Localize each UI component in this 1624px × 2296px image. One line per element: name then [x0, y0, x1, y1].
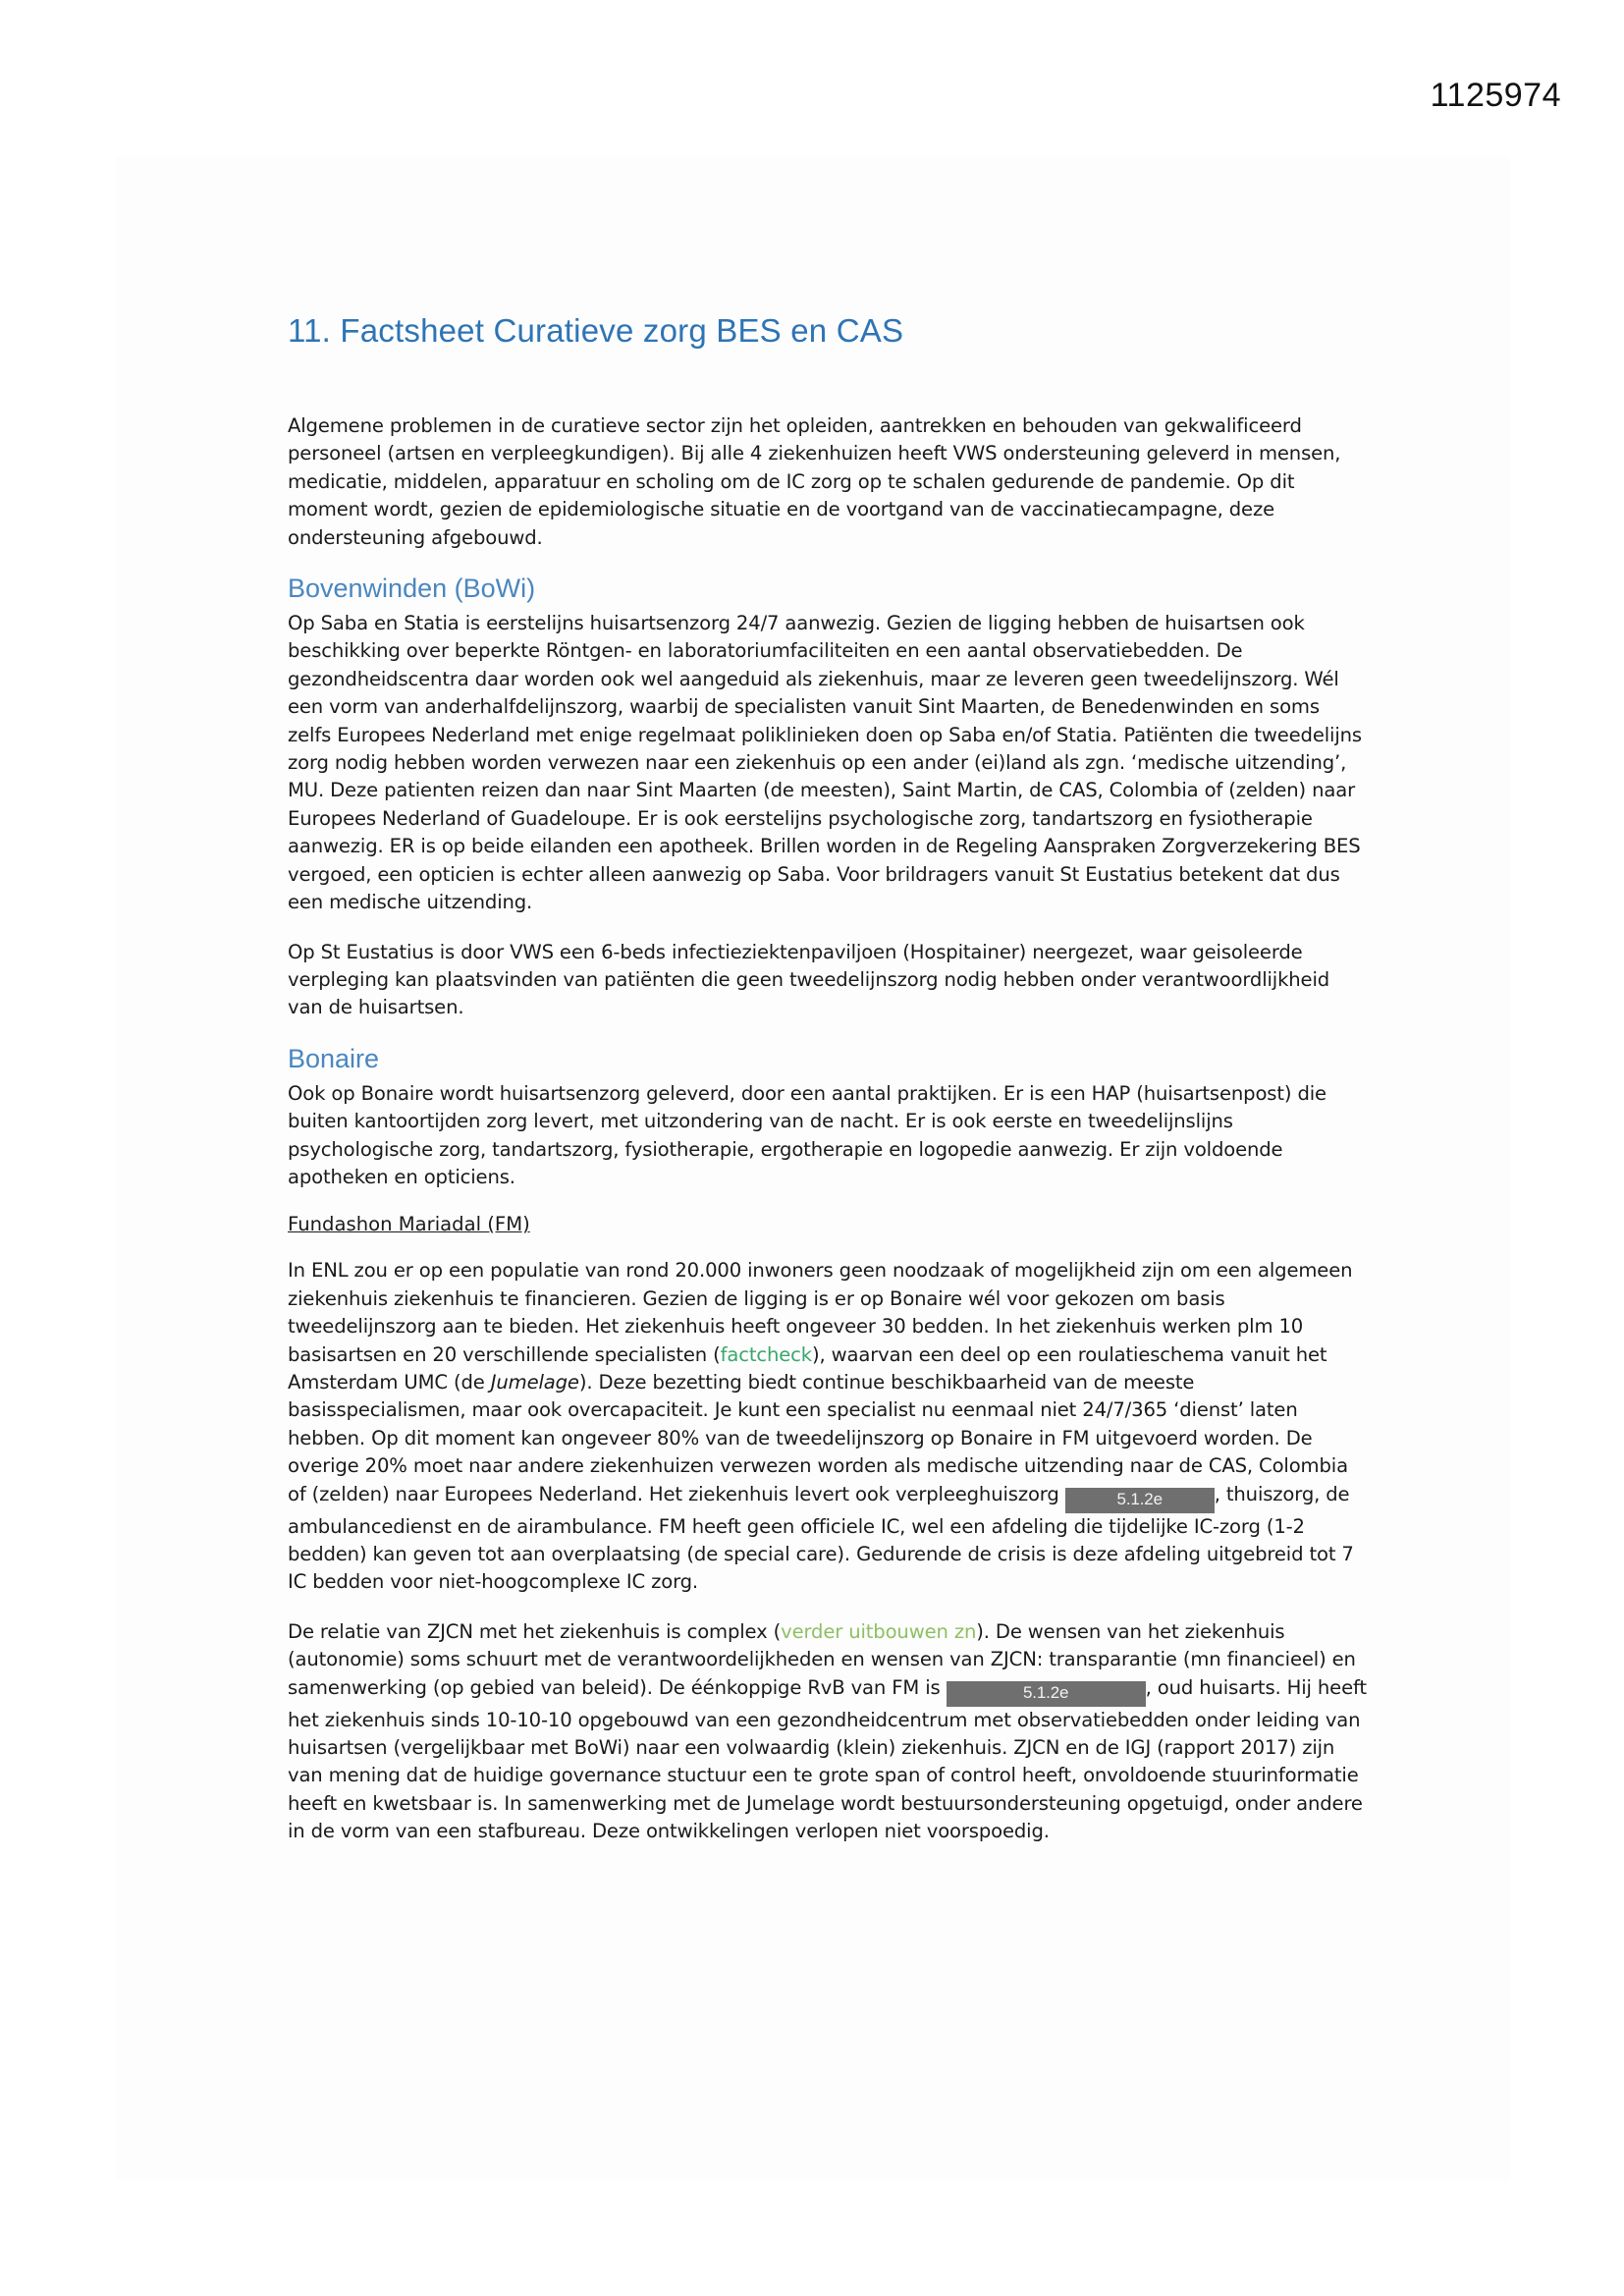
bovenwinden-paragraph-2: Op St Eustatius is door VWS een 6-beds infectieziektenpaviljoen (Hospitainer) neergezet, waar geisoleerde verpleging kan plaatsvinden van patiënten die geen tweedelijnszorg nodig hebben onder verantwoordlijkheid van de huisartsen.: [288, 940, 1330, 1019]
section-heading-bonaire: Bonaire: [288, 1043, 380, 1073]
fm-p2-text-b: ). De wensen van het ziekenhuis (autonomie) soms schuurt met de verantwoordelijkheden en wensen van ZJCN: transparantie (mn financieel) en samenwerking (op gebied van beleid). De éénkoppige RvB van FM is: [288, 1619, 1356, 1699]
intro-paragraph: Algemene problemen in de curatieve sector zijn het opleiden, aantrekken en behouden van gekwalificeerd personeel (artsen en verpleegkundigen). Bij alle 4 ziekenhuizen heeft VWS ondersteuning geleverd in mensen, medicatie, middelen, apparatuur en scholing om de IC zorg op te schalen gedurende de pandemie. Op dit moment wordt, gezien de epidemiologische situatie en de voortgand van de vaccinatiecampagne, deze ondersteuning afgebouwd.: [288, 414, 1341, 549]
section-heading-bovenwinden: Bovenwinden (BoWi): [288, 574, 536, 604]
fm-p2-text-c: , oud huisarts. Hij heeft het ziekenhuis sinds 10-10-10 opgebouwd van een gezondheidcentrum met observatiebedden onder leiding van huisartsen (vergelijkbaar met BoWi) naar een volwaardig (klein) ziekenhuis. ZJCN en de IGJ (rapport 2017) zijn van mening dat de huidige governance stuctuur een te grote span of control heeft, onvoldoende stuurinformatie heeft en kwetsbaar is. In samenwerking met de Jumelage wordt bestuursondersteuning opgetuigd, onder andere in de vorm van een stafbureau. Deze ontwikkelingen verlopen niet voorspoedig.: [288, 1675, 1367, 1843]
document-number: 1125974: [1430, 77, 1561, 114]
jumelage-italic: Jumelage: [490, 1370, 579, 1394]
fm-p1-text-c: ). Deze bezetting biedt continue beschikbaarheid van de meeste basisspecialismen, maar ook overcapaciteit. Je kunt een specialist nu eenmaal niet 24/7/365 ‘dienst’ laten hebben. Op dit moment kan ongeveer 80% van de tweedelijnszorg op Bonaire in FM uitgevoerd worden. De overige 20% moet naar andere ziekenhuizen verwezen worden als medische uitzending naar de CAS, Colombia of (zelden) naar Europees Nederland. Het ziekenhuis levert ook verpleeghuiszorg: [288, 1370, 1348, 1505]
fm-p1-text-a: In ENL zou er op een populatie van rond 20.000 inwoners geen noodzaak of mogelijkheid zijn om een algemeen ziekenhuis ziekenhuis te financieren. Gezien de ligging is er op Bonaire wél voor gekozen om basis tweedelijnszorg aan te bieden. Het ziekenhuis heeft ongeveer 30 bedden. In het ziekenhuis werken plm 10 basisartsen en 20 verschillende specialisten (: [288, 1259, 1353, 1366]
subheading-fundashon-mariadal: Fundashon Mariadal (FM): [288, 1213, 530, 1236]
redaction-box: 5.1.2e: [1065, 1488, 1215, 1513]
fm-p2-text-a: De relatie van ZJCN met het ziekenhuis is complex (: [288, 1619, 782, 1643]
fm-paragraph-2: [288, 1618, 1368, 1846]
redaction-box: 5.1.2e: [947, 1681, 1146, 1707]
fm-p1-text-d: , thuiszorg, de ambulancedienst en de airambulance. FM heeft geen officiele IC, wel een afdeling die tijdelijke IC-zorg (1-2 bedden) kan geven tot aan overplaatsing (de special care). Gedurende de crisis is deze afdeling uitgebreid tot 7 IC bedden voor niet-hoogcomplexe IC zorg.: [288, 1482, 1354, 1594]
bonaire-paragraph-1: Ook op Bonaire wordt huisartsenzorg geleverd, door een aantal praktijken. Er is een HAP (huisartsenpost) die buiten kantoortijden zorg levert, met uitzondering van de nacht. Er is ook eerste en tweedelijnslijns psychologische zorg, tandartszorg, fysiotherapie, ergotherapie en logopedie aanwezig. Er zijn voldoende apotheken en opticiens.: [288, 1081, 1326, 1188]
fm-paragraph-1: [288, 1257, 1368, 1596]
verder-uitbouwen-note: verder uitbouwen zn: [781, 1619, 977, 1643]
fm-p1-text-b: ), waarvan een deel op een roulatieschema vanuit het Amsterdam UMC (de: [288, 1342, 1327, 1394]
factcheck-note: factcheck: [720, 1342, 812, 1366]
page-title: 11. Factsheet Curatieve zorg BES en CAS: [288, 312, 904, 349]
document-body: [288, 312, 1368, 1868]
bovenwinden-paragraph-1: Op Saba en Statia is eerstelijns huisartsenzorg 24/7 aanwezig. Gezien de ligging hebben de huisartsen ook beschikking over beperkte Röntgen- en laboratoriumfaciliteiten en een aantal observatiebedden. De gezondheidscentra daar worden ook wel aangeduid als ziekenhuis, maar ze leveren geen tweedelijnszorg. Wél een vorm van anderhalfdelijnszorg, waarbij de specialisten vanuit Sint Maarten, de Benedenwinden en soms zelfs Europees Nederland met enige regelmaat poliklinieken doen op Saba en/of Statia. Patiënten die tweedelijns zorg nodig hebben worden verwezen naar een ziekenhuis op een ander (ei)land als zgn. ‘medische uitzending’, MU. Deze patienten reizen dan naar Sint Maarten (de meesten), Saint Martin, de CAS, Colombia of (zelden) naar Europees Nederland of Guadeloupe. Er is ook eerstelijns psychologische zorg, tandartszorg en fysiotherapie aanwezig. ER is op beide eilanden een apotheek. Brillen worden in de Regeling Aanspraken Zorgverzekering BES vergoed, een opticien is echter alleen aanwezig op Saba. Voor brildragers vanuit St Eustatius betekent dat dus een medische uitzending.: [288, 612, 1362, 914]
